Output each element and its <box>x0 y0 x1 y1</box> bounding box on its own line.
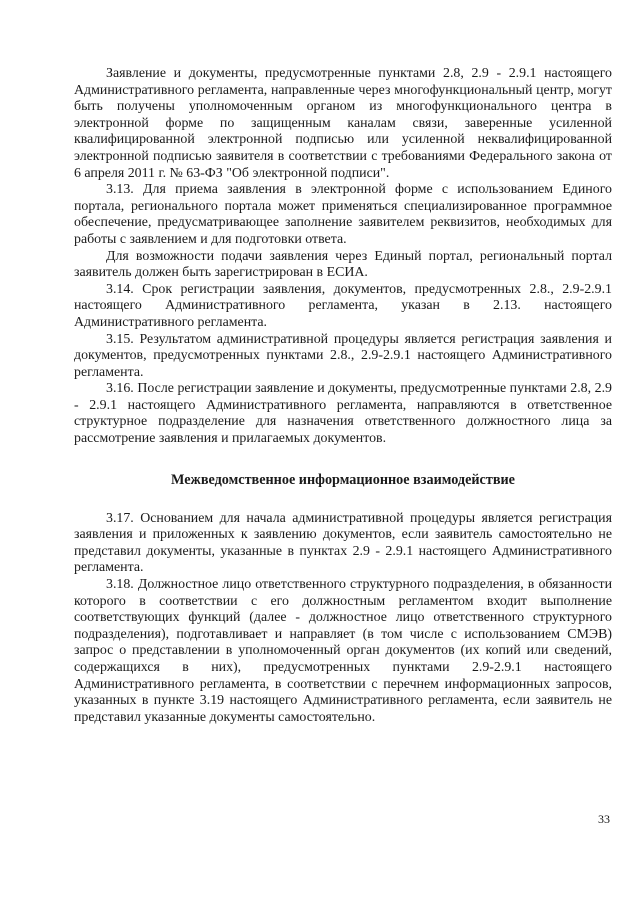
paragraph-3-16: 3.16. После регистрации заявление и документы, предусмотренные пунктами 2.8, 2.9 - 2.9.1 настоящего Административного регламента, направляются в ответственное структурное подразделение для назначения ответственного должностного лица за рассмотрение заявления и прилагаемых документов. <box>74 381 612 447</box>
paragraph-signature-transfer: Заявление и документы, предусмотренные пунктами 2.8, 2.9 - 2.9.1 настоящего Административного регламента, направленные через многофункциональный центр, могут быть получены уполномоченным органом из многофункционального центра в электронной форме по защищенным каналам связи, заверенные усиленной квалифицированной электронной подписью или усиленной неквалифицированной электронной подписью заявителя в соответствии с требованиями Федерального закона от 6 апреля 2011 г. № 63-ФЗ "Об электронной подписи". <box>74 66 612 181</box>
paragraph-esia-registration: Для возможности подачи заявления через Единый портал, региональный портал заявитель должен быть зарегистрирован в ЕСИА. <box>74 248 612 281</box>
paragraph-3-18: 3.18. Должностное лицо ответственного структурного подразделения, в обязанности которого в соответствии с его должностным регламентом входит выполнение соответствующих функций (далее - должностное лицо ответственного структурного подразделения), подготавливает и направляет (в том числе с использованием СМЭВ) запрос о представлении в уполномоченный орган документов (их копий или сведений, содержащихся в них), предусмотренных пунктами 2.9-2.9.1 настоящего Административного регламента, в соответствии с перечнем информационных запросов, указанных в пункте 3.19 настоящего Административного регламента, если заявитель не представил указанные документы самостоятельно. <box>74 577 612 725</box>
paragraph-3-13: 3.13. Для приема заявления в электронной форме с использованием Единого портала, регионального портала может применяться специализированное программное обеспечение, предусматривающее заполнение заявителем реквизитов, необходимых для работы с заявлением и для подготовки ответа. <box>74 182 612 247</box>
section-heading: Межведомственное информационное взаимодействие <box>171 471 515 488</box>
paragraph-3-14: 3.14. Срок регистрации заявления, документов, предусмотренных 2.8., 2.9-2.9.1 настоящего Административного регламента, указан в 2.13. настоящего Административного регламента. <box>74 281 612 330</box>
paragraph-3-17: 3.17. Основанием для начала административной процедуры является регистрация заявления и приложенных к заявлению документов, если заявитель самостоятельно не представил документы, указанные в пунктах 2.9 - 2.9.1 настоящего Административного регламента. <box>74 510 612 576</box>
page-number: 33 <box>598 812 610 826</box>
paragraph-3-15: 3.15. Результатом административной процедуры является регистрация заявления и документов, предусмотренных пунктами 2.8., 2.9-2.9.1 настоящего Административного регламента. <box>74 331 612 380</box>
